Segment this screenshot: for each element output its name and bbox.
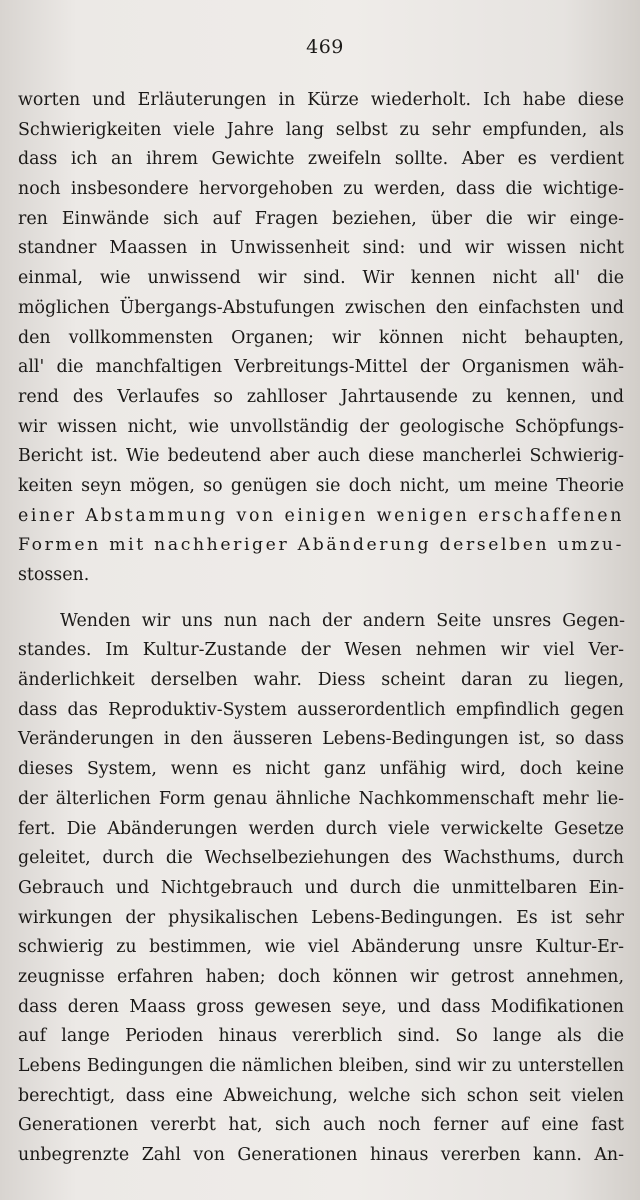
text-line: den vollkommensten Organen; wir können nicht behaupten, [18,327,624,348]
paragraph-2 [18,607,624,1171]
text-line: Wenden wir uns nun nach der andern Seite unsres Gegen- [60,610,624,631]
text-line: rend des Verlaufes so zahlloser Jahrtausende zu kennen, und [18,386,624,407]
text-line: Veränderungen in den äusseren Lebens-Bedingungen ist, so dass [18,729,624,750]
text-line: einmal, wie unwissend wir sind. Wir kennen nicht all' die [18,268,624,289]
text-line: unbegrenzte Zahl von Generationen hinaus vererben kann. An- [18,1145,624,1166]
text-line: Formen mit nachheriger Abänderung derselben umzu- [18,535,624,556]
text-line: noch insbesondere hervorgehoben zu werden, dass die wichtige- [18,179,624,200]
text-line: berechtigt, dass eine Abweichung, welche sich schon seit vielen [18,1085,624,1106]
text-line: auf lange Perioden hinaus vererblich sind. So lange als die [18,1026,624,1047]
text-line: dieses System, wenn es nicht ganz unfähig wird, doch keine [18,759,624,780]
text-line: Bericht ist. Wie bedeutend aber auch diese mancherlei Schwierig- [18,446,624,467]
text-line: einer Abstammung von einigen wenigen erschaffenen [18,505,624,526]
text-line: wir wissen nicht, wie unvollständig der geologische Schöpfungs- [18,416,624,437]
text-line: standes. Im Kultur-Zustande der Wesen nehmen wir viel Ver- [18,640,624,661]
text-line: Schwierigkeiten viele Jahre lang selbst zu sehr empfunden, als [18,119,624,140]
text-line: wirkungen der physikalischen Lebens-Bedingungen. Es ist sehr [18,907,624,928]
text-line: keiten seyn mögen, so genügen sie doch nicht, um meine Theorie [18,475,624,496]
text-line: stossen. [18,565,90,585]
page-number: 469 [306,36,344,58]
text-line: standner Maassen in Unwissenheit sind: und wir wissen nicht [18,238,624,259]
text-line: all' die manchfaltigen Verbreitungs-Mittel der Organismen wäh- [18,357,624,378]
text-line: fert. Die Abänderungen werden durch viele verwickelte Gesetze [18,818,624,839]
body-text [18,86,624,1171]
text-line: worten und Erläuterungen in Kürze wiederholt. Ich habe diese [18,90,624,110]
text-line: dass deren Maass gross gewesen seye, und dass Modifikationen [18,996,624,1017]
text-line: möglichen Übergangs-Abstufungen zwischen den einfachsten und [18,297,624,318]
text-line: Gebrauch und Nichtgebrauch und durch die unmittelbaren Ein- [18,877,624,898]
paragraph-1 [18,86,624,591]
text-line: der älterlichen Form genau ähnliche Nachkommenschaft mehr lie- [18,788,624,809]
text-line: Lebens Bedingungen die nämlichen bleiben, sind wir zu unterstellen [18,1056,624,1076]
text-line: Generationen vererbt hat, sich auch noch ferner auf eine fast [18,1115,624,1136]
text-line: ren Einwände sich auf Fragen beziehen, über die wir einge- [18,208,624,229]
text-line: dass das Reproduktiv-System ausserordentlich empfindlich gegen [18,699,624,720]
text-line: zeugnisse erfahren haben; doch können wir getrost annehmen, [18,966,624,987]
text-line: änderlichkeit derselben wahr. Diess scheint daran zu liegen, [18,670,624,691]
text-line: dass ich an ihrem Gewichte zweifeln sollte. Aber es verdient [18,149,624,170]
text-line: schwierig zu bestimmen, wie viel Abänderung unsre Kultur-Er- [18,937,624,958]
paragraph-gap [18,591,624,607]
text-line: geleitet, durch die Wechselbeziehungen des Wachsthums, durch [18,848,624,869]
